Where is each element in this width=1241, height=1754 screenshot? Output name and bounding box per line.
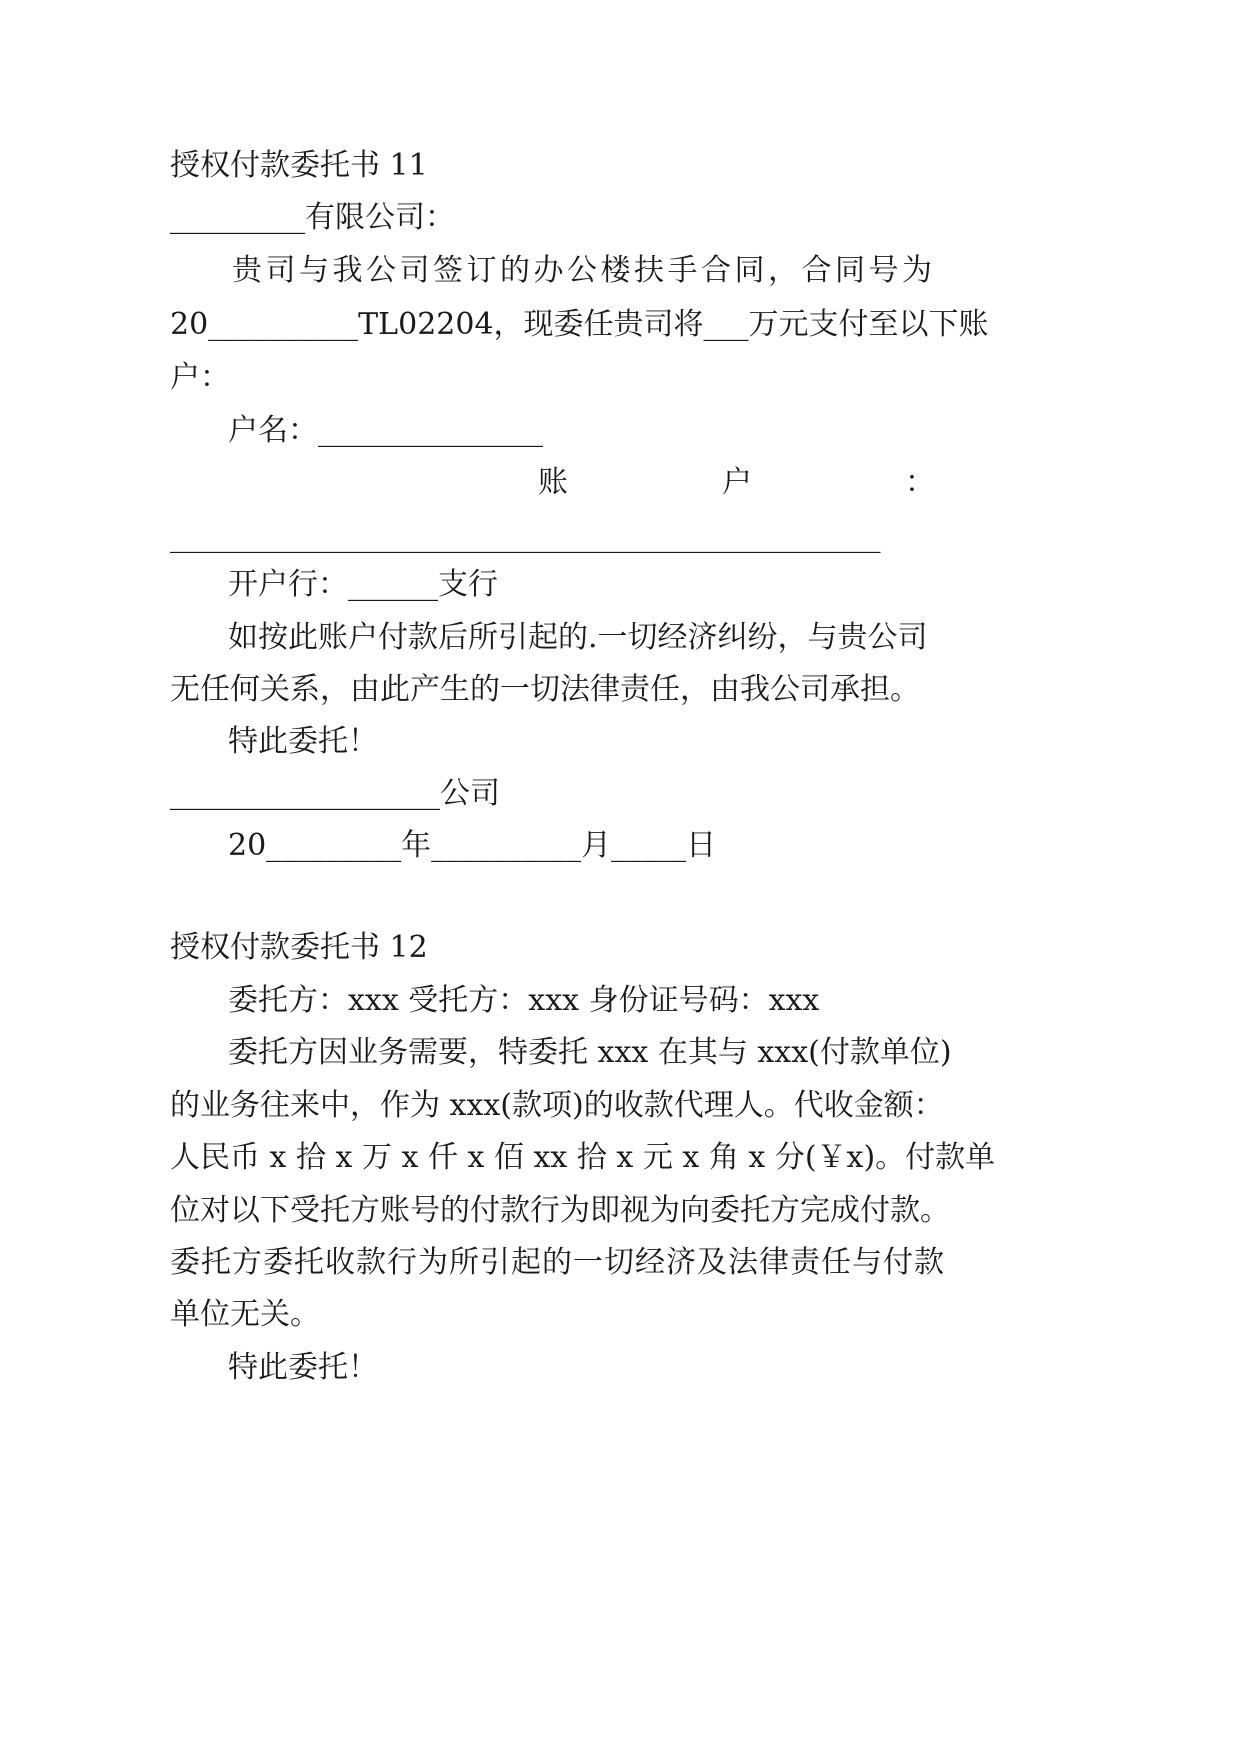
- account-name-blank: _______________: [318, 413, 543, 448]
- body-line-6: 单位无关。: [170, 1297, 320, 1332]
- company-blank: __________________: [170, 776, 440, 811]
- account-label-colon: ：: [905, 465, 935, 500]
- section-11-closing: 特此委托！: [228, 724, 378, 759]
- para1-line1: 贵司与我公司签订的办公楼扶手合同，合同号为: [232, 253, 936, 288]
- company-suffix: 公司: [440, 776, 500, 811]
- account-label-char-1: 账: [538, 465, 568, 500]
- company-signature-line: [170, 776, 500, 812]
- body-line-4: 位对以下受托方账号的付款行为即视为向委托方完成付款。: [170, 1193, 950, 1228]
- bank-label: 开户行：: [228, 567, 348, 602]
- para1-line2: 20__________TL02204，现委任贵司将___万元支付至以下账: [170, 307, 989, 342]
- bank-suffix: 支行: [438, 567, 498, 602]
- account-name-line: [228, 413, 543, 449]
- section-12-closing: 特此委托！: [228, 1350, 378, 1385]
- account-label-char-2: 户: [722, 465, 752, 500]
- account-blank: _________________________________________________: [170, 519, 881, 553]
- body-line-2: 的业务往来中，作为 xxx(款项)的收款代理人。代收金额：: [170, 1088, 944, 1123]
- body-line-3: 人民币 x 拾 x 万 x 仟 x 佰 xx 拾 x 元 x 角 x 分(￥x)。付款单: [170, 1140, 996, 1175]
- parties-line: 委托方：xxx 受托方：xxx 身份证号码：xxx: [228, 983, 820, 1018]
- addressee-blank: _________: [170, 200, 305, 235]
- addressee-line: [170, 200, 455, 236]
- section-11-title: 授权付款委托书 11: [170, 148, 428, 183]
- para1-line3: 户：: [170, 360, 230, 395]
- account-name-label: 户名：: [228, 413, 318, 448]
- addressee-text: 有限公司：: [305, 200, 455, 235]
- body-line-1: 委托方因业务需要，特委托 xxx 在其与 xxx(付款单位): [228, 1035, 952, 1070]
- para2-line1: 如按此账户付款后所引起的.一切经济纠纷，与贵公司: [228, 620, 928, 655]
- body-line-5: 委托方委托收款行为所引起的一切经济及法律责任与付款: [170, 1245, 945, 1280]
- section-12-title: 授权付款委托书 12: [170, 930, 428, 965]
- bank-line: [228, 567, 498, 603]
- para2-line2: 无任何关系，由此产生的一切法律责任，由我公司承担。: [170, 672, 920, 707]
- bank-blank: ______: [348, 567, 438, 602]
- date-line: 20_________年__________月_____日: [228, 828, 717, 863]
